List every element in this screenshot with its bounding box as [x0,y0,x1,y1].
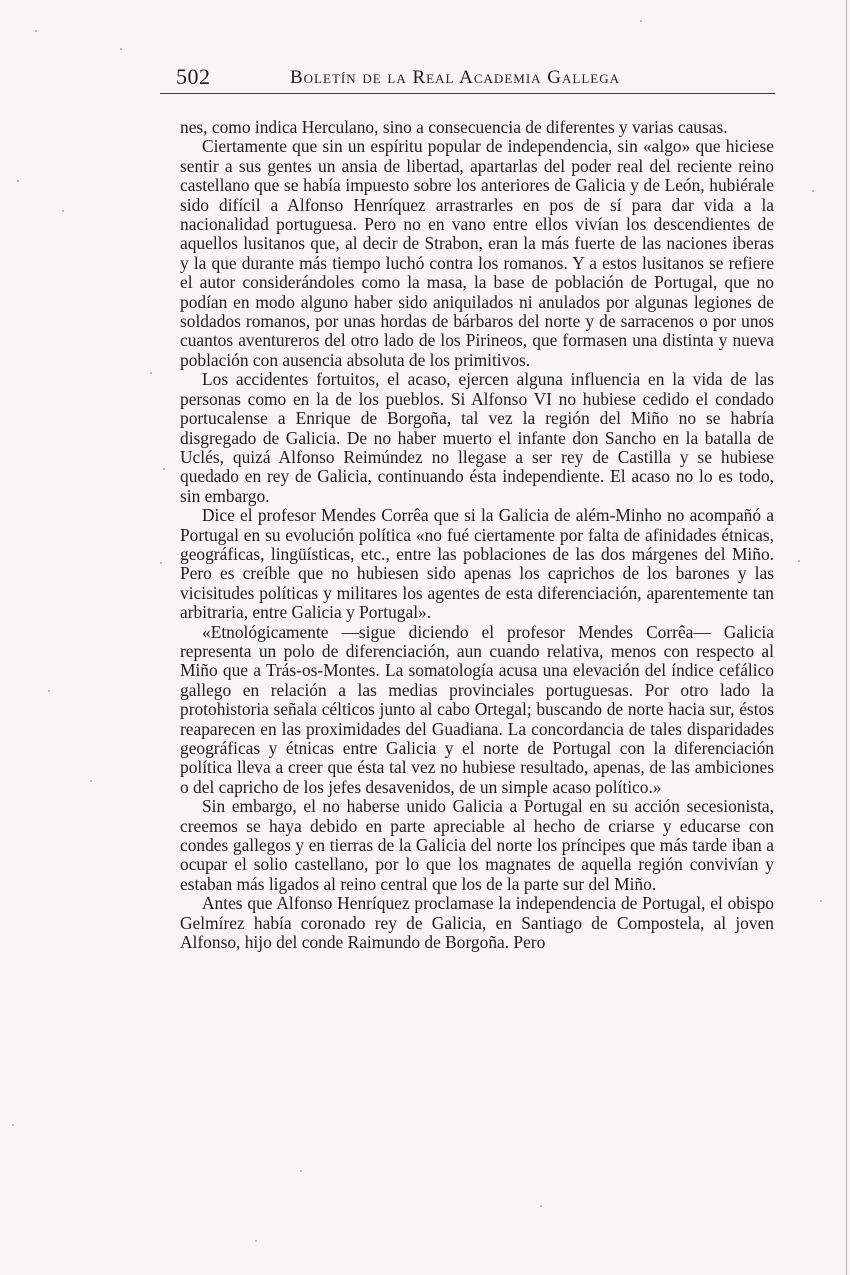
paragraph: Los accidentes fortuitos, el acaso, ejercen alguna influencia en la vida de las personas como en la de los pueblos. Si Alfonso VI no hubiese cedido el condado portucalense a Enrique de Borgoña, tal vez la región del Miño no se habría disgregado de Galicia. De no haber muerto el infante don Sancho en la batalla de Uclés, quizá Alfonso Reimúndez no llegase a ser rey de Castilla y se hubiese quedado en rey de Galicia, continuando ésta independiente. El acaso no lo es todo, sin embargo. [180,369,774,506]
scan-speck [300,1170,302,1172]
scan-speck [798,560,800,562]
scan-speck [163,468,165,470]
paragraph: Antes que Alfonso Henríquez proclamase la independencia de Portugal, el obispo Gelmírez había coronado rey de Galicia, en Santiago de Compostela, al joven Alfonso, hijo del conde Raimundo de Borgoña. Pero [180,893,774,953]
scan-speck [48,690,50,692]
scan-speck [540,1205,542,1207]
paragraph: «Etnológicamente —sigue diciendo el profesor Mendes Corrêa— Galicia representa un polo de diferenciación, aun cuando relativa, menos con respecto al Miño que a Trás-os-Montes. La somatología acusa una elevación del índice cefálico gallego en relación a las medias provinciales portuguesas. Por otro lado la protohistoria señala célticos junto al cabo Ortegal; buscando de norte hacia sur, éstos reaparecen en las proximidades del Guadiana. La concordancia de tales disparidades geográficas y étnicas entre Galicia y el norte de Portugal con la diferenciación política lleva a creer que ésta tal vez no hubiese resultado, apenas, de las ambiciones o del capricho de los jefes desavenidos, de un simple acaso político.» [180,621,774,797]
scan-speck [120,48,122,50]
scan-speck [35,30,37,32]
scan-speck [17,180,19,182]
scan-speck [90,780,92,782]
running-head [176,62,776,92]
page-number: 502 [176,64,211,89]
scan-speck [820,900,822,902]
journal-title: Boletín de la Real Academia Gallega [290,67,620,88]
scan-speck [812,190,814,192]
scan-speck [150,372,152,374]
paragraph: Sin embargo, el no haberse unido Galicia a Portugal en su acción secesionista, creemos se haya debido en parte apreciable al hecho de criarse y educarse con condes gallegos y en tierras de la Galicia del norte los príncipes que más tarde iban a ocupar el solio castellano, por lo que los magnates de aquella región convivían y estaban más ligados al reino central que los de la parte sur del Miño. [180,796,774,894]
header-rule [160,93,775,94]
scan-speck [12,1124,14,1126]
paragraph: nes, como indica Herculano, sino a consecuencia de diferentes y varias causas. [180,117,728,137]
scan-speck [160,562,162,564]
paragraph: Ciertamente que sin un espíritu popular de independencia, sin «algo» que hiciese sentir a sus gentes un ansia de libertad, apartarlas del poder real del reciente reino castellano que se había impuesto sobre los anteriores de Galicia y de León, hubiérale sido difícil a Alfonso Henríquez arrastrarles en pos de sí para dar vida a la nacionalidad portuguesa. Pero no en vano entre ellos vivían los descendientes de aquellos lusitanos que, al decir de Strabon, eran la más fuerte de las naciones iberas y la que durante más tiempo luchó contra los romanos. Y a estos lusitanos se refiere el autor considerándoles como la masa, la base de población de Portugal, que no podían en modo alguno haber sido aniquilados ni anulados por algunas legiones de soldados romanos, por unas hordas de bárbaros del norte y de sarracenos o por unos cuantos aventureros del otro lado de los Pirineos, que formasen una distinta y nueva población con ausencia absoluta de los primitivos. [180,136,774,370]
paragraph: Dice el profesor Mendes Corrêa que si la Galicia de além-Minho no acompañó a Portugal en su evolución política «no fué ciertamente por falta de afinidades étnicas, geográficas, lingüísticas, etc., entre las poblaciones de las dos márgenes del Miño. Pero es creíble que no hubiesen sido apenas los caprichos de los barones y las vicisitudes políticas y militares los agentes de esta diferenciación, aparentemente tan arbitraria, entre Galicia y Portugal». [180,505,774,623]
scan-speck [255,1240,257,1242]
scan-speck [62,210,64,212]
scan-speck [640,20,642,22]
body-text [180,118,774,952]
page-edge [846,0,847,1275]
